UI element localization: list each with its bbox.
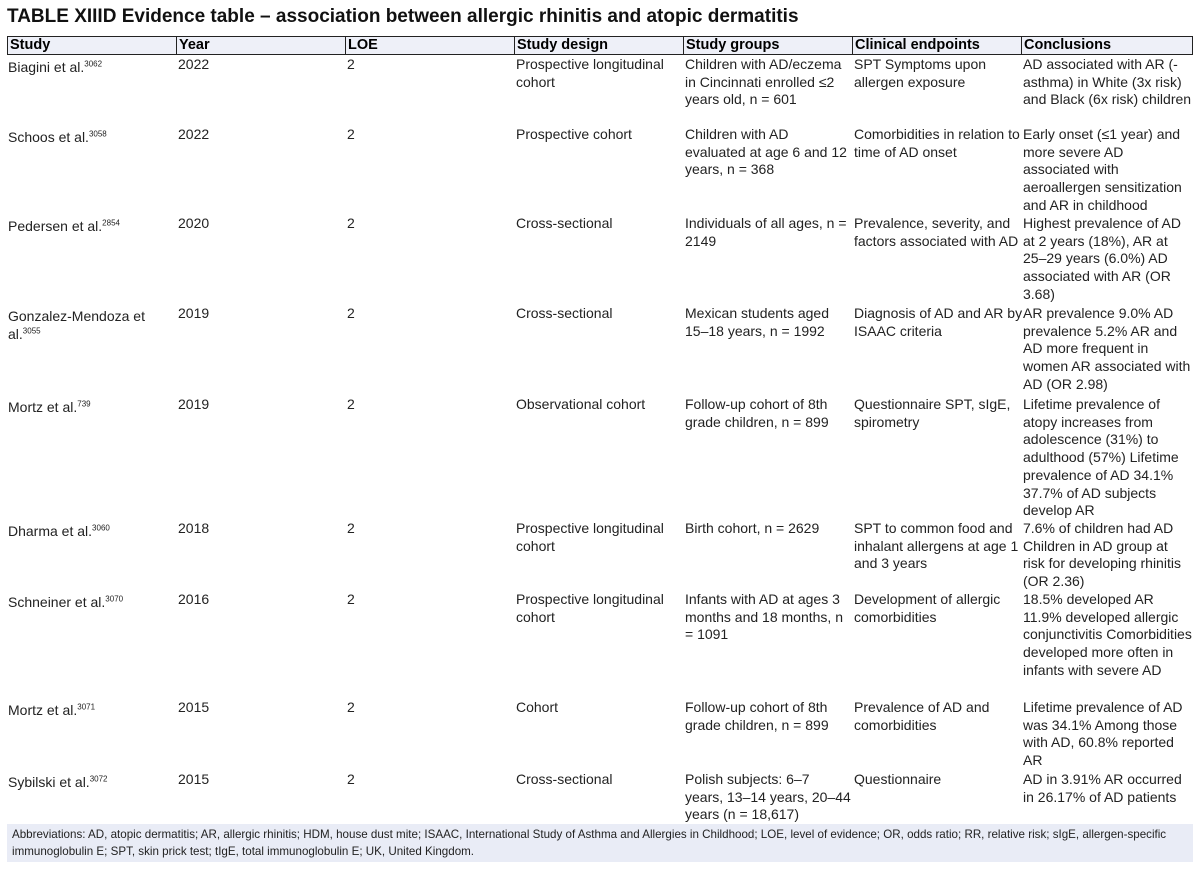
- column-header-study: Study: [10, 37, 51, 53]
- clinical-endpoints-cell: Development of allergic comorbidities: [854, 591, 1001, 625]
- study-author: Pedersen et al.: [8, 218, 103, 234]
- conclusions-cell: Early onset (≤1 year) and more severe AD associated with aeroallergen sensitization and AR in childhood: [1023, 126, 1182, 213]
- study-cell: [8, 591, 172, 612]
- clinical-endpoints-cell: Comorbidities in relation to time of AD onset: [854, 126, 1020, 160]
- table-header: [7, 36, 1193, 55]
- loe-cell: 2: [347, 771, 355, 787]
- clinical-endpoints-cell: Questionnaire SPT, sIgE, spirometry: [854, 396, 1011, 430]
- column-header-study-groups: Study groups: [683, 37, 853, 54]
- table-title: TABLE XIIID Evidence table – association between allergic rhinitis and atopic dermatitis: [7, 6, 799, 27]
- conclusions-cell: AR prevalence 9.0% AD prevalence 5.2% AR and AD more frequent in women AR associated with AD (OR 2.98): [1023, 305, 1191, 392]
- column-header-clinical-endpoints: Clinical endpoints: [852, 37, 1022, 54]
- study-design-cell: Cross-sectional: [516, 305, 613, 321]
- reference-number: 3058: [88, 129, 107, 139]
- study-author: Schoos et al.: [8, 129, 89, 145]
- year-cell: 2020: [178, 215, 210, 231]
- study-cell: [8, 699, 172, 720]
- clinical-endpoints-cell: Prevalence, severity, and factors associated with AD: [854, 215, 1019, 249]
- study-cell: [8, 305, 172, 343]
- year-cell: 2015: [178, 771, 210, 787]
- clinical-endpoints-cell: SPT to common food and inhalant allergens at age 1 and 3 years: [854, 520, 1019, 572]
- loe-cell: 2: [347, 305, 355, 321]
- reference-number: 3062: [84, 59, 103, 69]
- year-cell: 2019: [178, 396, 210, 412]
- reference-number: 3060: [92, 523, 110, 533]
- conclusions-cell: 7.6% of children had AD Children in AD group at risk for developing rhinitis (OR 2.36): [1023, 520, 1181, 590]
- study-cell: [8, 396, 172, 417]
- loe-cell: 2: [347, 591, 355, 607]
- study-cell: [8, 126, 172, 147]
- table-footnote: Abbreviations: AD, atopic dermatitis; AR, allergic rhinitis; HDM, house dust mite; ISAAC, International Study of Asthma and Allergies in Childhood; LOE, level of evidence; OR, odds ratio; RR, relative risk; sIgE, allergen-specific immunoglobulin E; SPT, skin prick test; tIgE, total immunoglobulin E; UK, United Kingdom.: [7, 824, 1193, 862]
- year-cell: 2019: [178, 305, 210, 321]
- study-groups-cell: Birth cohort, n = 2629: [685, 520, 820, 536]
- study-author: Mortz et al.: [8, 399, 78, 415]
- loe-cell: 2: [347, 396, 355, 412]
- year-cell: 2016: [178, 591, 210, 607]
- loe-cell: 2: [347, 520, 355, 536]
- study-design-cell: Cross-sectional: [516, 215, 613, 231]
- conclusions-cell: Lifetime prevalence of atopy increases from adolescence (31%) to adulthood (57%) Lifetime prevalence of AD 34.1% 37.7% of AD subjects develop AR: [1023, 396, 1179, 519]
- column-header-conclusions: Conclusions: [1021, 37, 1194, 54]
- study-author: Biagini et al.: [8, 59, 85, 75]
- study-groups-cell: Children with AD evaluated at age 6 and 12 years, n = 368: [685, 126, 847, 178]
- study-author: Sybilski et al.: [8, 774, 90, 790]
- study-author: Mortz et al.: [8, 702, 78, 718]
- study-cell: [8, 215, 172, 236]
- study-author: Schneiner et al.: [8, 594, 106, 610]
- study-groups-cell: Children with AD/eczema in Cincinnati enrolled ≤2 years old, n = 601: [685, 56, 842, 108]
- study-cell: [8, 520, 172, 541]
- loe-cell: 2: [347, 56, 355, 72]
- reference-number: 2854: [102, 218, 120, 228]
- study-groups-cell: Individuals of all ages, n = 2149: [685, 215, 847, 249]
- study-design-cell: Cohort: [516, 699, 559, 715]
- study-design-cell: Prospective longitudinal cohort: [516, 520, 664, 554]
- clinical-endpoints-cell: Questionnaire: [854, 771, 942, 787]
- study-groups-cell: Polish subjects: 6–7 years, 13–14 years, 20–44 years (n = 18,617): [685, 771, 851, 823]
- year-cell: 2022: [178, 126, 210, 142]
- study-groups-cell: Follow-up cohort of 8th grade children, n = 899: [685, 699, 829, 733]
- column-header-year: Year: [176, 37, 346, 54]
- study-cell: [8, 56, 172, 77]
- study-groups-cell: Mexican students aged 15–18 years, n = 1992: [685, 305, 829, 339]
- conclusions-cell: AD in 3.91% AR occurred in 26.17% of AD patients: [1023, 771, 1182, 805]
- study-design-cell: Cross-sectional: [516, 771, 613, 787]
- study-cell: [8, 771, 172, 792]
- loe-cell: 2: [347, 215, 355, 231]
- reference-number: 3055: [22, 326, 41, 336]
- conclusions-cell: AD associated with AR (-asthma) in White (3x risk) and Black (6x risk) children: [1023, 56, 1192, 108]
- clinical-endpoints-cell: SPT Symptoms upon allergen exposure: [854, 56, 987, 90]
- reference-number: 3071: [77, 702, 96, 712]
- loe-cell: 2: [347, 699, 355, 715]
- study-author: Gonzalez-Mendoza et al.: [8, 308, 145, 342]
- column-header-loe: LOE: [345, 37, 515, 54]
- conclusions-cell: 18.5% developed AR 11.9% developed allergic conjunctivitis Comorbidities developed more often in infants with severe AD: [1023, 591, 1192, 678]
- study-design-cell: Prospective cohort: [516, 126, 632, 142]
- column-header-study-design: Study design: [514, 37, 684, 54]
- reference-number: 3070: [105, 594, 124, 604]
- year-cell: 2015: [178, 699, 210, 715]
- year-cell: 2022: [178, 56, 210, 72]
- clinical-endpoints-cell: Diagnosis of AD and AR by ISAAC criteria: [854, 305, 1023, 339]
- reference-number: 3072: [89, 774, 108, 784]
- conclusions-cell: Highest prevalence of AD at 2 years (18%), AR at 25–29 years (6.0%) AD associated with AR (OR 3.68): [1023, 215, 1181, 302]
- reference-number: 739: [77, 399, 91, 409]
- study-groups-cell: Follow-up cohort of 8th grade children, n = 899: [685, 396, 829, 430]
- clinical-endpoints-cell: Prevalence of AD and comorbidities: [854, 699, 990, 733]
- study-author: Dharma et al.: [8, 523, 93, 539]
- study-groups-cell: Infants with AD at ages 3 months and 18 months, n = 1091: [685, 591, 843, 643]
- study-design-cell: Prospective longitudinal cohort: [516, 56, 664, 90]
- year-cell: 2018: [178, 520, 210, 536]
- loe-cell: 2: [347, 126, 355, 142]
- study-design-cell: Prospective longitudinal cohort: [516, 591, 664, 625]
- conclusions-cell: Lifetime prevalence of AD was 34.1% Among those with AD, 60.8% reported AR: [1023, 699, 1183, 769]
- study-design-cell: Observational cohort: [516, 396, 646, 412]
